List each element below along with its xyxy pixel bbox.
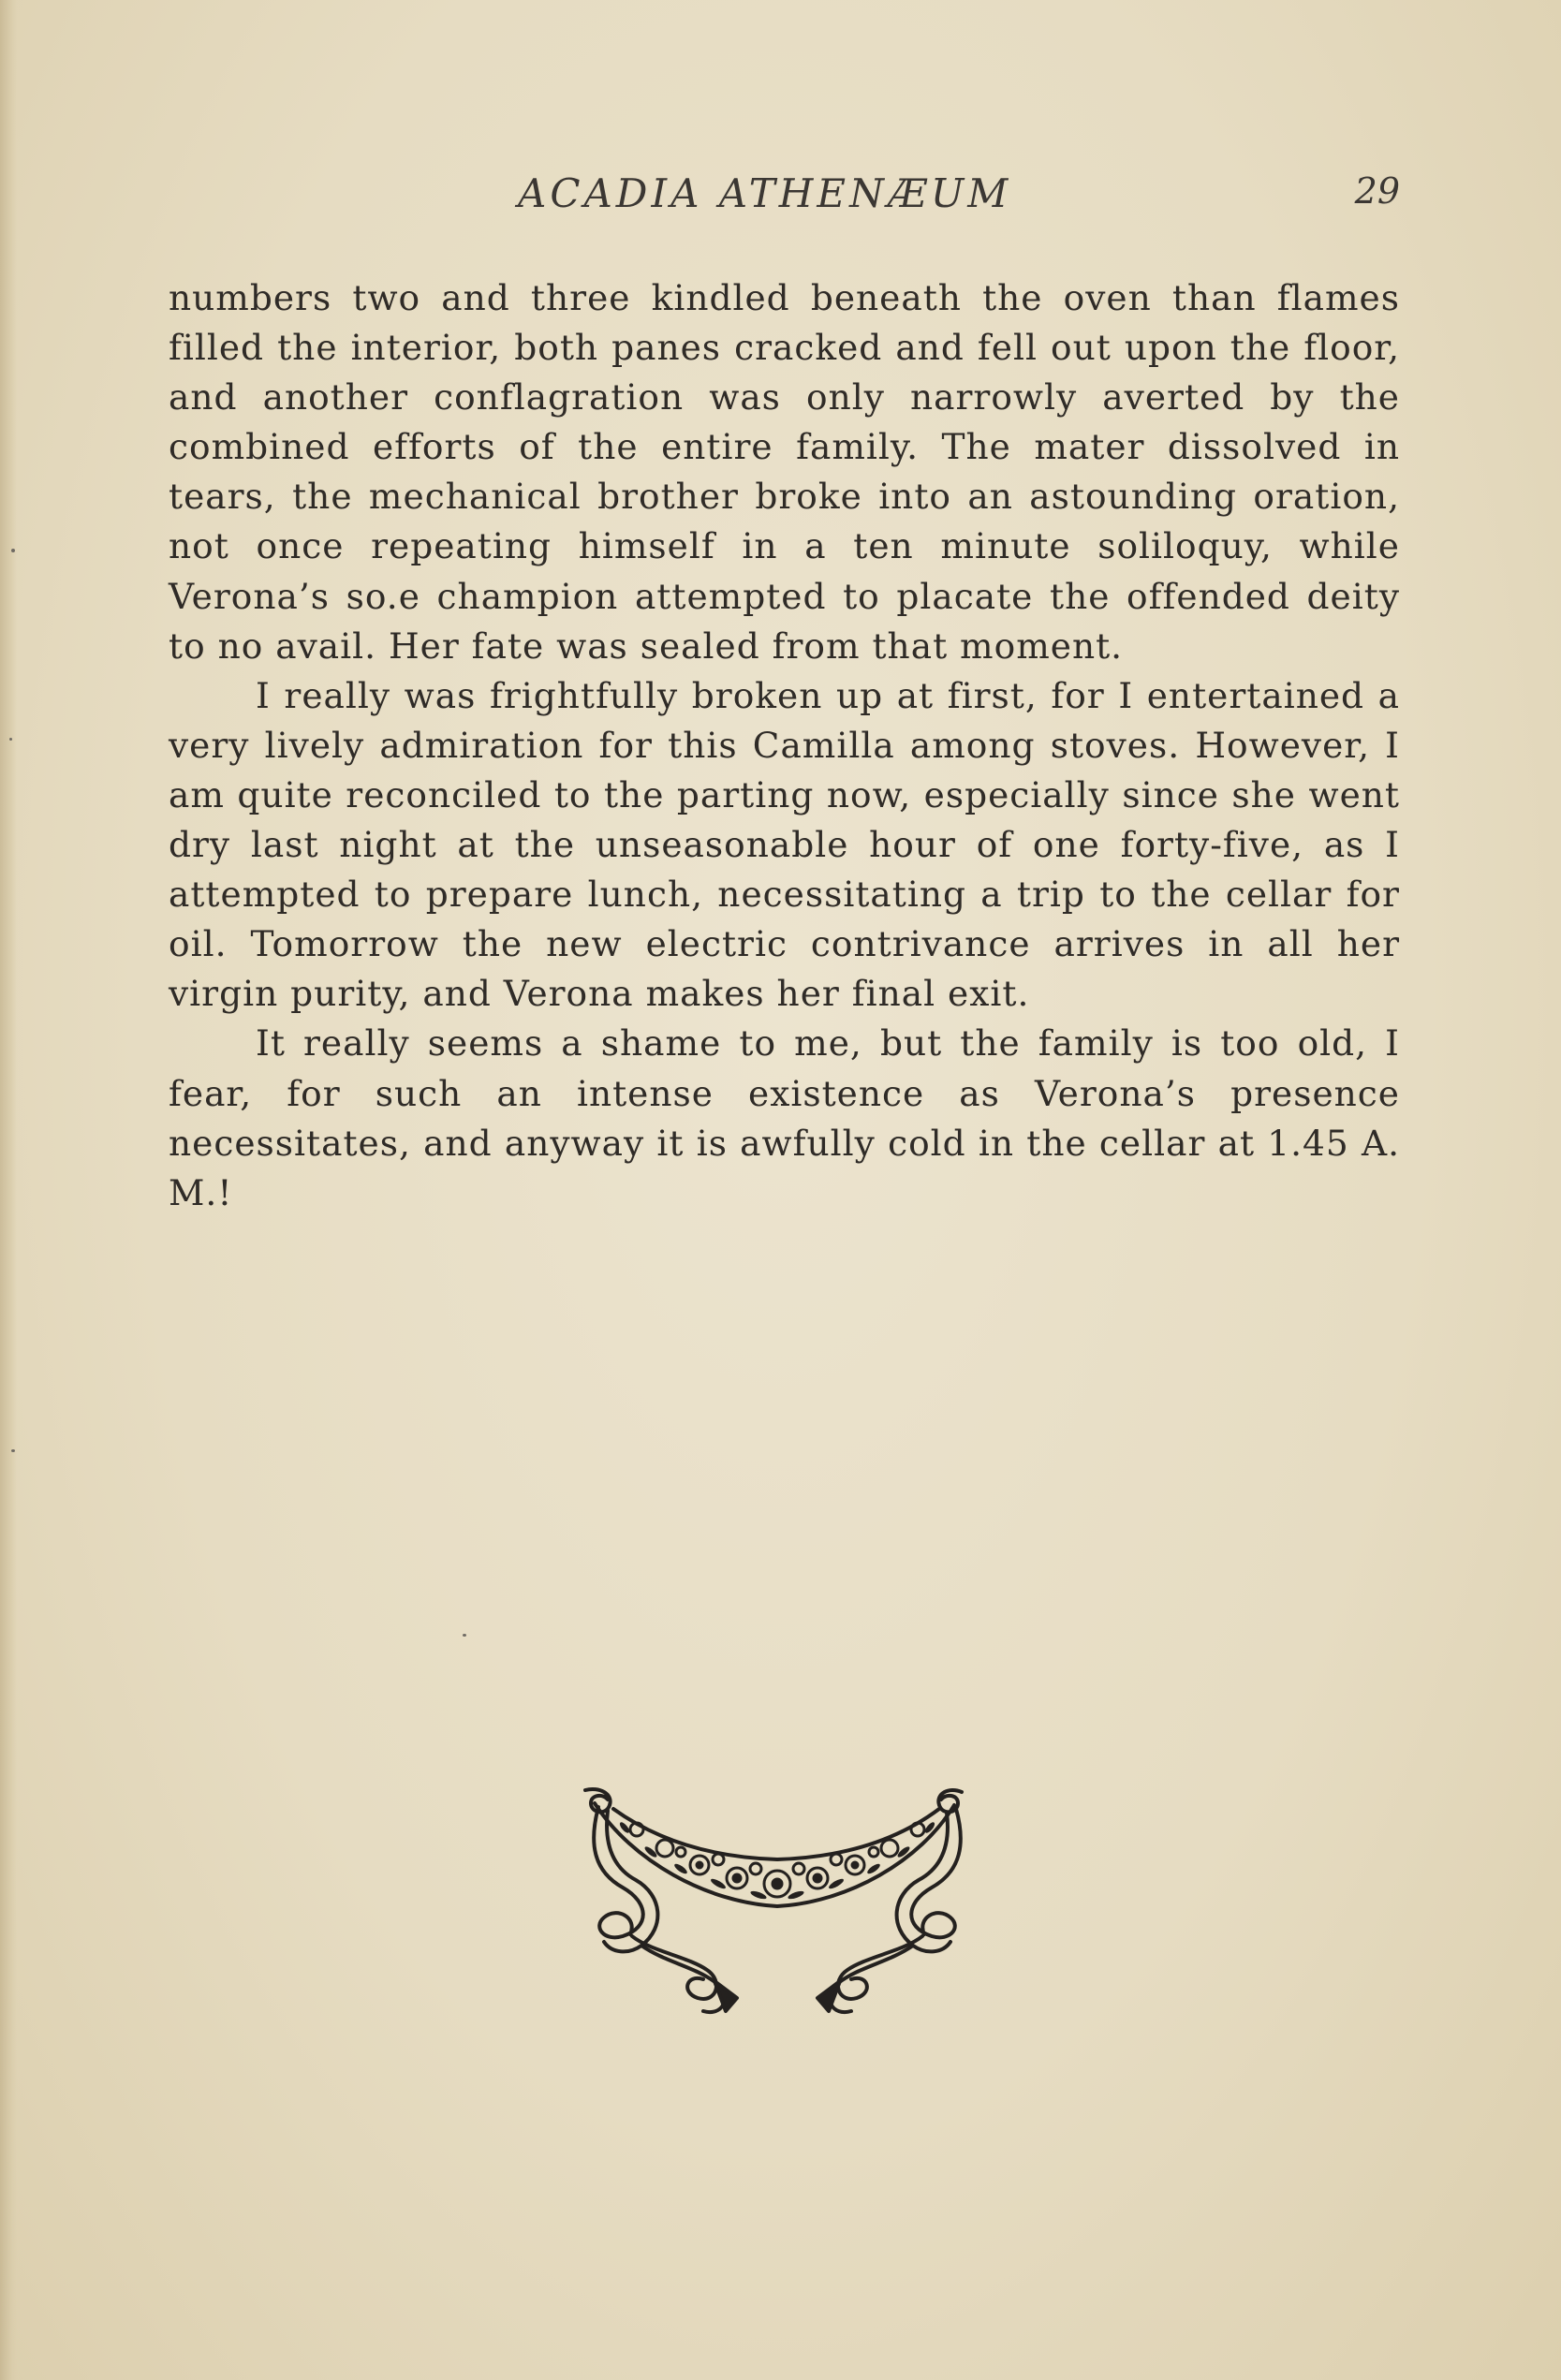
running-header (169, 170, 1400, 236)
page-edge-shadow (0, 0, 17, 2380)
paragraph: I really was frightfully broken up at first, for I entertained a very lively admiration for this Camilla among stoves. However, I am quite reconciled to the parting now, especially since she went dry last night at the unseasonable hour of one forty-five, as I attempted to prepare lunch, necessitating a trip to the cellar for oil. Tomorrow the new electric contrivance arrives in all her virgin purity, and Verona makes her final exit. (169, 674, 1400, 1015)
floral-garland-icon (576, 1786, 979, 2030)
paragraph-continued: numbers two and three kindled beneath the oven than flames filled the interior, both panes cracked and fell out upon the floor, and another conflagration was only narrowly averted by the combined efforts of the entire family. The mater dissolved in tears, the mechanical brother broke into an astounding oration, not once repeating himself in a ten minute soliloquy, while Verona’s so.e champion attempted to placate the offended deity to no avail. Her fate was sealed from that moment. (169, 277, 1400, 667)
article-body (169, 273, 1400, 1218)
journal-title: ACADIA ATHENÆUM (518, 170, 1012, 216)
paper-speck (9, 738, 12, 741)
paper-speck (11, 1449, 15, 1452)
paragraph: It really seems a shame to me, but the family is too old, I fear, for such an intense existence as Verona’s presence necessitates, and anyway it is awfully cold in the cellar at 1.45 A. M.! (169, 1022, 1400, 1213)
paper-speck (463, 1634, 466, 1637)
page-number: 29 (1354, 170, 1400, 212)
paper-speck (11, 549, 15, 552)
floral-garland-icon-svg (576, 1786, 979, 2030)
